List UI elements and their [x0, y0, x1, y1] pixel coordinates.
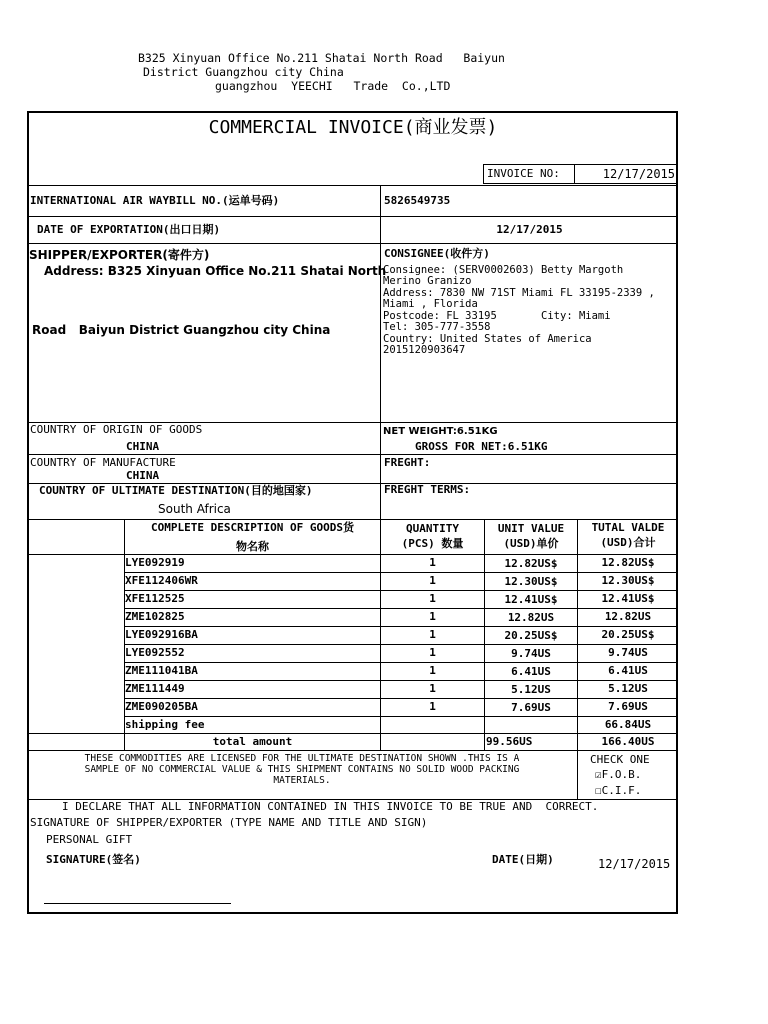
- item-description: XFE112525: [125, 592, 185, 605]
- export-date-value: 12/17/2015: [496, 223, 563, 236]
- waybill-value: 5826549735: [384, 194, 451, 207]
- total-amount-unit: 99.56US: [486, 735, 533, 748]
- item-quantity: 1: [429, 610, 436, 623]
- consignee-line-1: Consignee: (SERV0002603) Betty Margoth: [383, 264, 624, 276]
- consignee-line-4: Miami , Florida: [383, 298, 478, 310]
- item-quantity: 1: [429, 646, 436, 659]
- shipping-fee-total: 66.84US: [604, 718, 652, 731]
- item-total-value: 7.69US: [608, 700, 648, 713]
- item-description: ZME111041BA: [125, 664, 198, 677]
- shipper-address-line-2: Road Baiyun District Guangzhou city China: [32, 323, 331, 337]
- waybill-label: INTERNATIONAL AIR WAYBILL NO.(运单号码): [30, 194, 280, 207]
- column-quantity-line-1: QUANTITY: [406, 522, 459, 535]
- page-title: COMMERCIAL INVOICE(商业发票): [208, 117, 498, 138]
- item-total-value: 12.30US$: [601, 574, 655, 587]
- column-total-value-line-2: (USD)合计: [600, 536, 656, 549]
- consignee-line-5: Postcode: FL 33195 City: Miami: [383, 310, 611, 322]
- license-line-2: SAMPLE OF NO COMMERCIAL VALUE & THIS SHIPMENT CONTAINS NO SOLID WOOD PACKING: [84, 764, 520, 775]
- column-unit-value-line-1: UNIT VALUE: [497, 522, 565, 535]
- license-line-1: THESE COMMODITIES ARE LICENSED FOR THE ULTIMATE DESTINATION SHOWN .THIS IS A: [84, 753, 520, 764]
- item-description: ZME090205BA: [125, 700, 198, 713]
- item-unit-value: 12.82US$: [504, 557, 558, 570]
- signature-label: SIGNATURE(签名): [46, 853, 141, 866]
- consignee-label: CONSIGNEE(收件方): [384, 247, 490, 260]
- item-description: XFE112406WR: [125, 574, 198, 587]
- item-quantity: 1: [429, 556, 436, 569]
- item-description: LYE092916BA: [125, 628, 198, 641]
- item-total-value: 12.82US$: [601, 556, 655, 569]
- gross-weight: GROSS FOR NET:6.51KG: [415, 440, 548, 453]
- item-total-value: 5.12US: [608, 682, 648, 695]
- item-unit-value: 6.41US: [511, 665, 551, 678]
- item-description: LYE092552: [125, 646, 185, 659]
- item-unit-value: 5.12US: [511, 683, 551, 696]
- item-quantity: 1: [429, 628, 436, 641]
- export-date-label: DATE OF EXPORTATION(出口日期): [37, 223, 221, 236]
- item-unit-value: 12.41US$: [504, 593, 558, 606]
- signature-line: [44, 903, 231, 904]
- item-quantity: 1: [429, 592, 436, 605]
- item-quantity: 1: [429, 574, 436, 587]
- consignee-line-7: Country: United States of America: [383, 333, 592, 345]
- license-line-3: MATERIALS.: [273, 775, 331, 786]
- item-total-value: 12.82US: [604, 610, 652, 623]
- date-value: 12/17/2015: [598, 857, 671, 871]
- column-description-line-1: COMPLETE DESCRIPTION OF GOODS货: [150, 521, 355, 534]
- consignee-line-2: Merino Granizo: [383, 275, 472, 287]
- item-unit-value: 9.74US: [511, 647, 551, 660]
- manufacture-label: COUNTRY OF MANUFACTURE: [30, 456, 176, 469]
- column-description-line-2: 物名称: [236, 540, 269, 553]
- item-unit-value: 12.30US$: [504, 575, 558, 588]
- consignee-line-8: 2015120903647: [383, 344, 466, 356]
- column-quantity-line-2: (PCS) 数量: [401, 537, 464, 550]
- item-description: ZME111449: [125, 682, 185, 695]
- fob-checkbox[interactable]: ☑F.O.B.: [595, 768, 642, 781]
- header-address-line-2: District Guangzhou city China: [143, 65, 344, 79]
- item-description: LYE092919: [125, 556, 185, 569]
- column-unit-value-line-2: (USD)单价: [503, 537, 559, 550]
- origin-value: CHINA: [126, 440, 160, 453]
- declaration-line-1: I DECLARE THAT ALL INFORMATION CONTAINED IN THIS INVOICE TO BE TRUE AND CORRECT.: [62, 800, 599, 813]
- origin-label: COUNTRY OF ORIGIN OF GOODS: [30, 423, 203, 436]
- freight-terms-label: FREGHT TERMS:: [384, 483, 471, 496]
- freight-label: FREGHT:: [384, 456, 431, 469]
- check-one-label: CHECK ONE: [590, 753, 650, 766]
- item-unit-value: 7.69US: [511, 701, 551, 714]
- item-quantity: 1: [429, 700, 436, 713]
- column-total-value-line-1: TUTAL VALDE: [591, 521, 665, 534]
- invoice-number-label: INVOICE NO:: [487, 167, 560, 180]
- item-description: ZME102825: [125, 610, 185, 623]
- item-unit-value: 12.82US: [507, 611, 555, 624]
- net-weight: NET WEIGHT:6.51KG: [383, 426, 498, 437]
- date-label: DATE(日期): [492, 853, 554, 866]
- item-unit-value: 20.25US$: [504, 629, 558, 642]
- total-amount-total: 166.40US: [601, 735, 655, 748]
- item-quantity: 1: [429, 664, 436, 677]
- item-quantity: 1: [429, 682, 436, 695]
- destination-value: South Africa: [158, 502, 231, 516]
- item-total-value: 20.25US$: [601, 628, 655, 641]
- header-address-line-1: B325 Xinyuan Office No.211 Shatai North Road Baiyun: [138, 51, 505, 65]
- item-total-value: 12.41US$: [601, 592, 655, 605]
- consignee-line-3: Address: 7830 NW 71ST Miami FL 33195-2339 ,: [383, 287, 655, 299]
- declaration-line-3: PERSONAL GIFT: [46, 833, 133, 846]
- manufacture-value: CHINA: [126, 469, 160, 482]
- declaration-line-2: SIGNATURE OF SHIPPER/EXPORTER (TYPE NAME AND TITLE AND SIGN): [30, 816, 428, 829]
- shipper-address-line-1: Address: B325 Xinyuan Office No.211 Shatai North: [44, 264, 387, 278]
- item-total-value: 9.74US: [608, 646, 648, 659]
- destination-label: COUNTRY OF ULTIMATE DESTINATION(目的地国家): [39, 484, 313, 497]
- cif-checkbox[interactable]: ☐C.I.F.: [595, 784, 642, 797]
- invoice-number-value: 12/17/2015: [602, 167, 675, 181]
- header-company-name: guangzhou YEECHI Trade Co.,LTD: [215, 79, 451, 93]
- consignee-line-6: Tel: 305-777-3558: [383, 321, 491, 333]
- shipping-fee-label: shipping fee: [125, 718, 205, 731]
- item-total-value: 6.41US: [608, 664, 648, 677]
- total-amount-label: total amount: [212, 735, 293, 748]
- shipper-label: SHIPPER/EXPORTER(寄件方): [29, 248, 210, 262]
